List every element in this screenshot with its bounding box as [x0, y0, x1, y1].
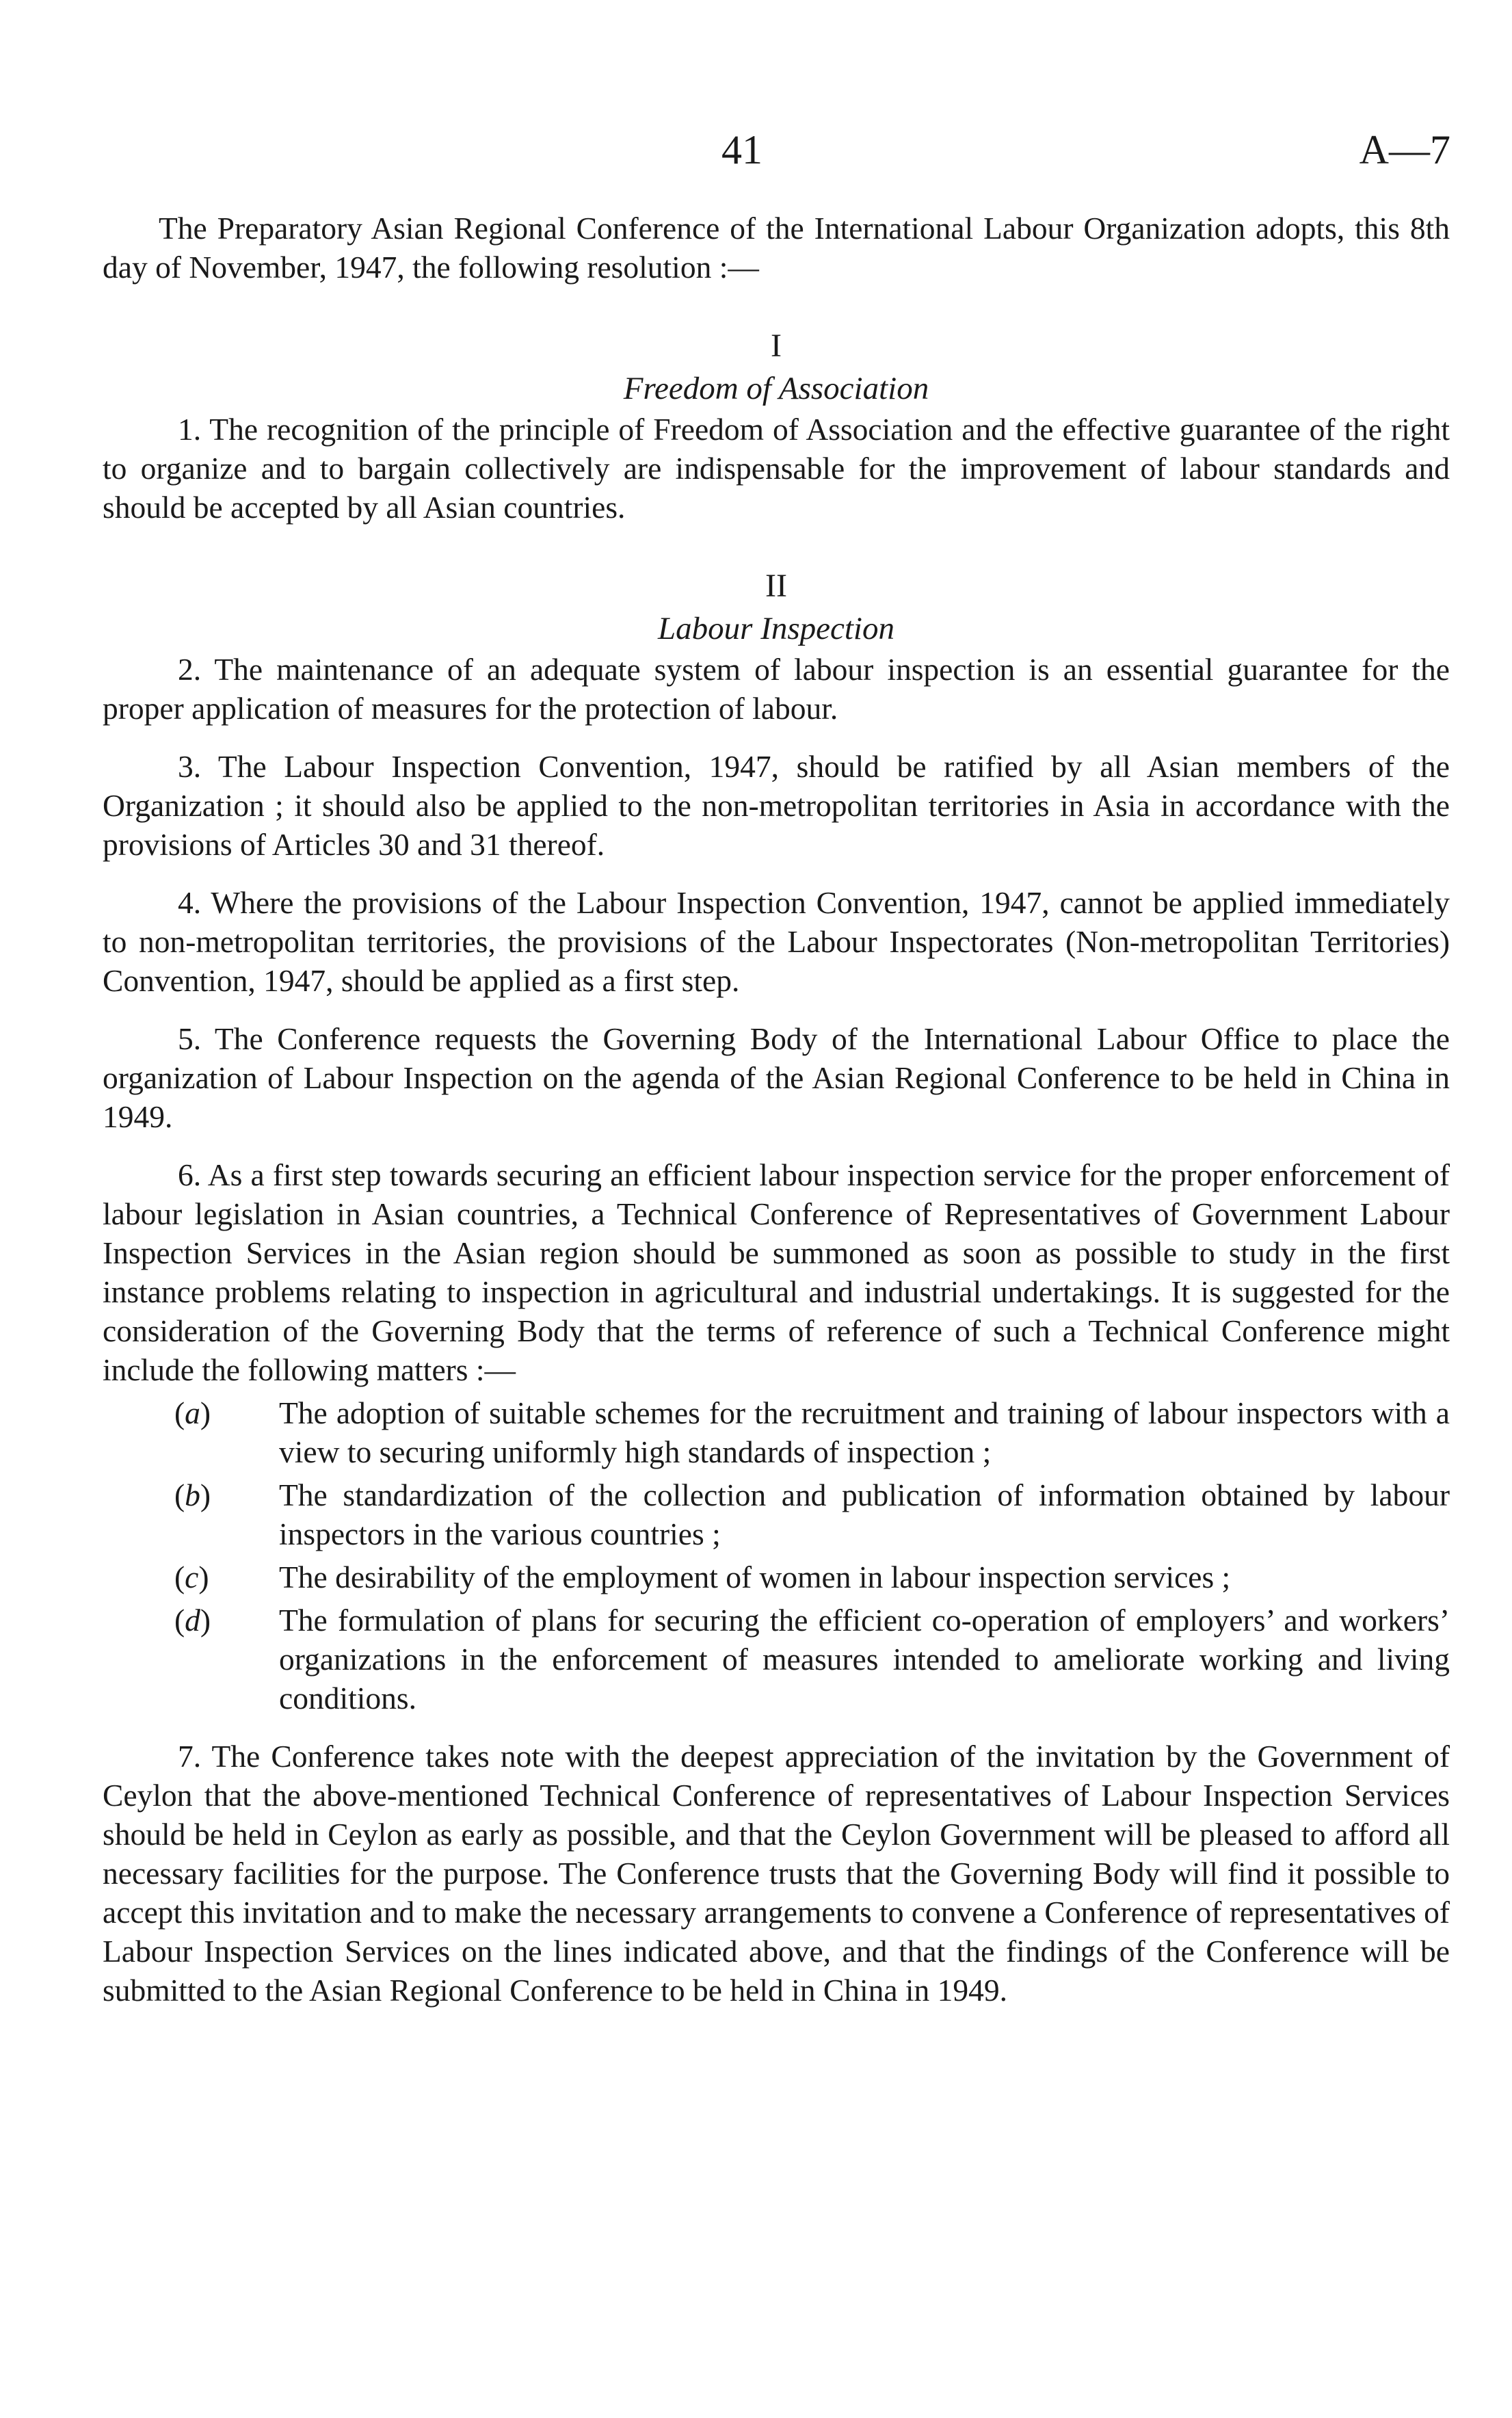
list-item: [103, 1393, 1450, 1471]
list-item-label: (a): [174, 1395, 211, 1430]
section-number: I: [771, 328, 782, 364]
list-item-text: The desirability of the employment of women in labour inspection services ;: [279, 1560, 1231, 1594]
section-title: Freedom of Association: [623, 371, 929, 406]
section-freedom-of-association: [103, 326, 1450, 527]
list-item-text: The standardization of the collection and publication of information obtained by labour inspectors in the various countries ;: [279, 1477, 1450, 1551]
paragraph-2: 2. The maintenance of an adequate system of labour inspection is an essential guarantee for the proper application of measures for the protection of labour.: [103, 652, 1450, 726]
document-body: [103, 209, 1450, 2010]
paragraph-6: 6. As a first step towards securing an efficient labour inspection service for the proper enforcement of labour legislation in Asian countries, a Technical Conference of Representatives of Government Labour Inspection Services in the Asian region should be summoned as soon as possible to study in the first instance problems relating to inspection in agricultural and industrial undertakings. It is suggested for the consideration of the Governing Body that the terms of reference of such a Technical Conference might include the following matters :—: [103, 1157, 1450, 1387]
list-item-label: (c): [174, 1560, 209, 1594]
list-item-label: (d): [174, 1603, 211, 1638]
paragraph-1: 1. The recognition of the principle of Freedom of Association and the effective guarantee of the right to organize and to bargain collectively are indispensable for the improvement of labour standards and should be accepted by all Asian countries.: [103, 412, 1450, 525]
section-title: Labour Inspection: [658, 611, 894, 646]
paragraph-5: 5. The Conference requests the Governing Body of the International Labour Office to place the organization of Labour Inspection on the agenda of the Asian Regional Conference to be held in China in 1949.: [103, 1021, 1450, 1134]
list-item-label: (b): [174, 1477, 211, 1512]
list-item: [103, 1475, 1450, 1553]
list-item-text: The formulation of plans for securing the efficient co-operation of employers’ and workers’ organizations in the enforcement of measures intended to ameliorate working and living conditions.: [279, 1603, 1450, 1716]
list-item-text: The adoption of suitable schemes for the recruitment and training of labour inspectors with a view to securing uniformly high standards of inspection ;: [279, 1395, 1450, 1469]
section-number: II: [765, 568, 787, 604]
page-header: [103, 127, 1450, 181]
section-labour-inspection: [103, 566, 1450, 2010]
resolution-intro: The Preparatory Asian Regional Conference of the International Labour Organization adopts, this 8th day of November, 1947, the following resolution :—: [103, 211, 1450, 285]
paragraph-3: 3. The Labour Inspection Convention, 1947, should be ratified by all Asian members of the Organization ; it should also be applied to the non-metropolitan territories in Asia in accordance with the provisions of Articles 30 and 31 thereof.: [103, 749, 1450, 862]
matters-list: [103, 1393, 1450, 1718]
document-reference: A—7: [1359, 127, 1450, 172]
paragraph-4: 4. Where the provisions of the Labour Inspection Convention, 1947, cannot be applied immediately to non-metropolitan territories, the provisions of the Labour Inspectorates (Non-metropolitan Territories) Convention, 1947, should be applied as a first step.: [103, 885, 1450, 998]
page-number: 41: [721, 127, 762, 172]
paragraph-7: 7. The Conference takes note with the deepest appreciation of the invitation by the Government of Ceylon that the above-mentioned Technical Conference of representatives of Labour Inspection Services should be held in Ceylon as early as possible, and that the Ceylon Government will be pleased to afford all necessary facilities for the purpose. The Conference trusts that the Governing Body will find it possible to accept this invitation and to make the necessary arrangements to convene a Conference of representatives of Labour Inspection Services on the lines indicated above, and that the findings of the Conference will be submitted to the Asian Regional Conference to be held in China in 1949.: [103, 1739, 1450, 2008]
list-item: [103, 1601, 1450, 1718]
list-item: [103, 1558, 1450, 1596]
